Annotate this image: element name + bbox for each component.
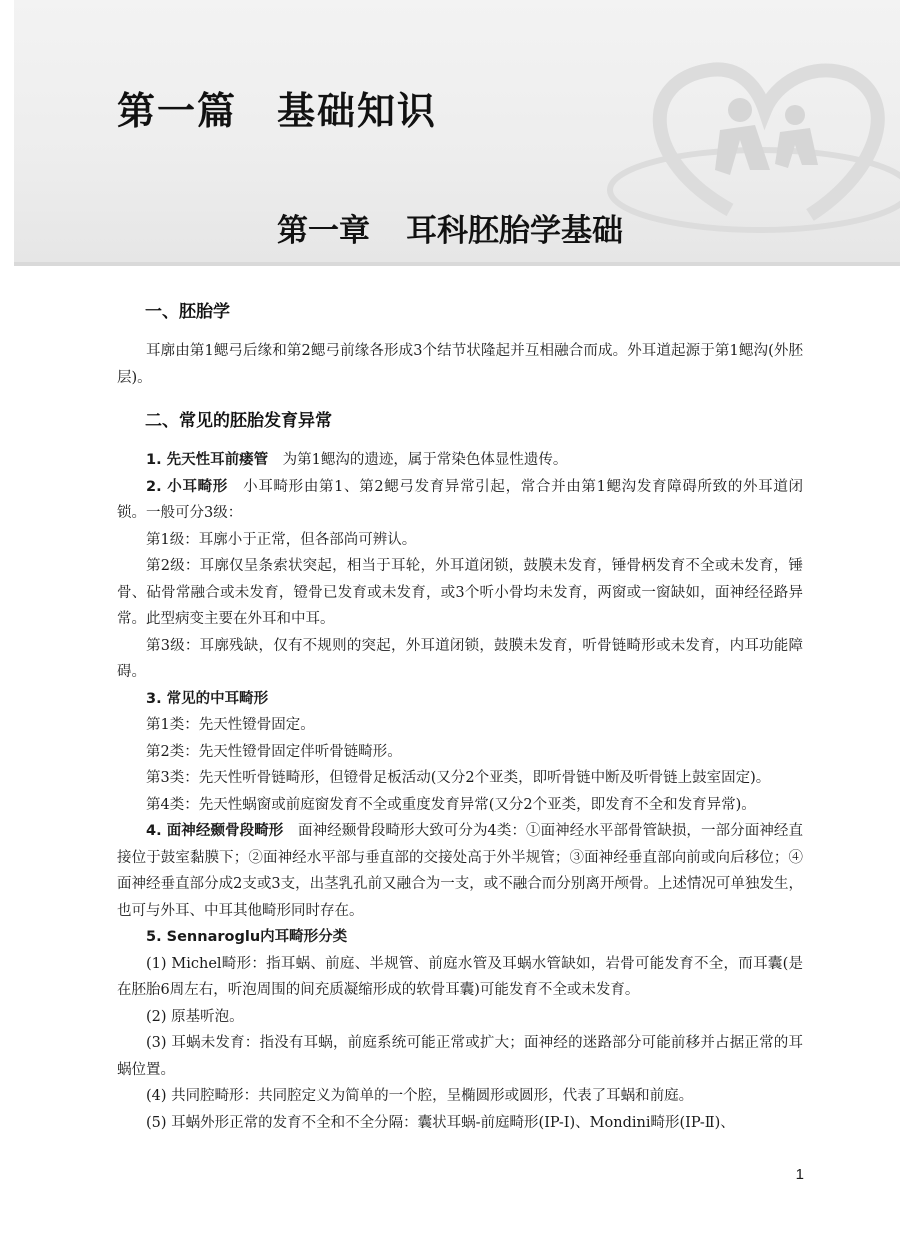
item-text: 为第1鳃沟的遗迹，属于常染色体显性遗传。: [282, 452, 568, 468]
paragraph: (4) 共同腔畸形：共同腔定义为简单的一个腔，呈椭圆形或圆形，代表了耳蜗和前庭。: [146, 1088, 694, 1104]
page-number: 1: [795, 1166, 804, 1183]
item-text: 小耳畸形由第1、第2鳃弓发育异常引起，常合并由第1鳃沟发育障碍所致的外耳道闭锁。一般可分3级：: [117, 478, 803, 521]
paragraph: (3) 耳蜗未发育：指没有耳蜗，前庭系统可能正常或扩大；面神经的迷路部分可能前移并占据正常的耳蜗位置。: [117, 1035, 803, 1078]
item-lead: 4. 面神经颞骨段畸形: [146, 823, 284, 839]
part-title: [117, 80, 437, 135]
paragraph: 第3类：先天性听骨链畸形，但镫骨足板活动(又分2个亚类，即听骨链中断及听骨链上鼓室固定)。: [146, 770, 771, 786]
paragraph: 第3级：耳廓残缺，仅有不规则的突起，外耳道闭锁，鼓膜未发育，听骨链畸形或未发育，内耳功能障碍。: [117, 637, 803, 680]
chapter-title: [0, 205, 900, 250]
part-label: 第一篇: [117, 88, 238, 133]
main-content: [117, 298, 803, 1136]
item-lead: 2. 小耳畸形: [146, 478, 228, 495]
item-lead: 1. 先天性耳前瘘管: [146, 452, 269, 468]
paragraph: 第2级：耳廓仅呈条索状突起，相当于耳轮，外耳道闭锁，鼓膜未发育，锤骨柄发育不全或未发育，锤骨、砧骨常融合或未发育，镫骨已发育或未发育，或3个听小骨均未发育，两窗或一窗缺如，面神经径路异常。此型病变主要在外耳和中耳。: [117, 558, 803, 627]
paragraph: 第1级：耳廓小于正常，但各部尚可辨认。: [146, 531, 417, 548]
paragraph: 第1类：先天性镫骨固定。: [146, 717, 315, 733]
chapter-name: 耳科胚胎学基础: [406, 213, 623, 249]
subheading: 5. Sennaroglu内耳畸形分类: [146, 929, 348, 945]
paragraph: 第2类：先天性镫骨固定伴听骨链畸形。: [146, 743, 402, 760]
paragraph: (2) 原基听泡。: [146, 1008, 244, 1025]
section-heading: 一、胚胎学: [145, 302, 230, 322]
chapter-label: 第一章: [277, 213, 370, 249]
part-name: 基础知识: [277, 88, 438, 133]
paragraph: [117, 474, 803, 527]
paragraph: (1) Michel畸形：指耳蜗、前庭、半规管、前庭水管及耳蜗水管缺如，岩骨可能发育不全，而耳囊(是在胚胎6周左右，听泡周围的间充质凝缩形成的软骨耳囊)可能发育不全或未发育。: [117, 955, 803, 998]
subheading: 3. 常见的中耳畸形: [146, 690, 269, 707]
item-text: 面神经颞骨段畸形大致可分为4类：①面神经水平部骨管缺损，一部分面神经直接位于鼓室黏膜下；②面神经水平部与垂直部的交接处高于外半规管；③面神经垂直部向前或向后移位；④面神经垂直部分成2支或3支，出茎乳孔前又融合为一支，或不融合而分别离开颅骨。上述情况可单独发生，也可与外耳、中耳其他畸形同时存在。: [117, 823, 803, 919]
paragraph: (5) 耳蜗外形正常的发育不全和不全分隔：囊状耳蜗-前庭畸形(IP-Ⅰ)、Mondini畸形(IP-Ⅱ)、: [146, 1114, 735, 1131]
paragraph: 耳廓由第1鳃弓后缘和第2鳃弓前缘各形成3个结节状隆起并互相融合而成。外耳道起源于第1鳃沟(外胚层)。: [117, 343, 803, 386]
paragraph: [117, 447, 803, 474]
paragraph: [117, 818, 803, 924]
section-heading: 二、常见的胚胎发育异常: [145, 411, 332, 431]
paragraph: 第4类：先天性蜗窗或前庭窗发育不全或重度发育异常(又分2个亚类，即发育不全和发育异常)。: [146, 796, 756, 813]
